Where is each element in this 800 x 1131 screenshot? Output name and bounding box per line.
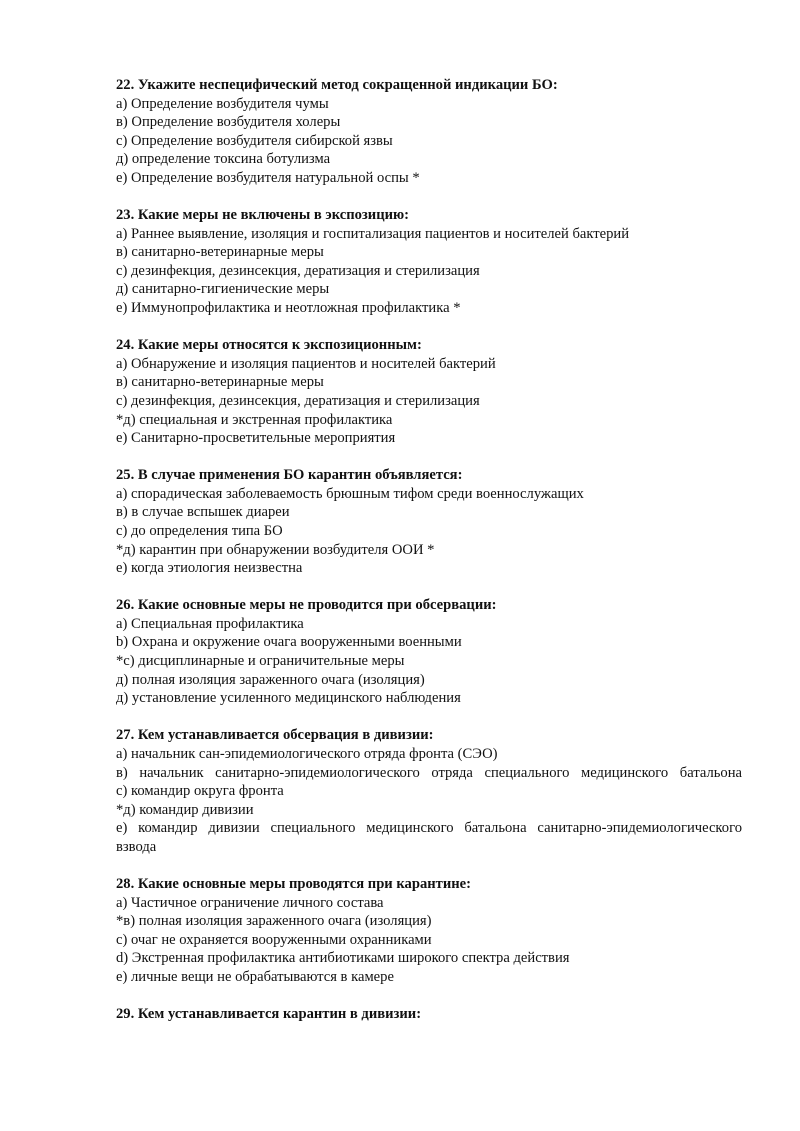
answer-option: а) начальник сан-эпидемиологического отряда фронта (СЭО) [116,745,498,762]
answer-option: с) дезинфекция, дезинсекция, дератизация и стерилизация [116,392,480,409]
answer-option: д) полная изоляция зараженного очага (изоляция) [116,671,425,688]
answer-option: с) до определения типа БО [116,522,283,539]
answer-option: д) определение токсина ботулизма [116,151,331,168]
answer-option: с) командир округа фронта [116,783,284,800]
question-title: 23. Какие меры не включены в экспозицию: [116,207,410,224]
question-title: 29. Кем устанавливается карантин в дивизии: [116,1006,422,1023]
answer-option: а) Специальная профилактика [116,615,304,632]
answer-option: в) в случае вспышек диареи [116,504,290,521]
answer-option: а) Определение возбудителя чумы [116,95,329,112]
question-title: 22. Укажите неспецифический метод сокращенной индикации БО: [116,77,558,93]
question-title: 24. Какие меры относятся к экспозиционным: [116,337,422,354]
answer-option: е) Иммунопрофилактика и неотложная профилактика * [116,300,461,317]
answer-option: *c) дисциплинарные и ограничительные меры [116,653,405,670]
answer-option: е) Санитарно-просветительные мероприятия [116,430,396,447]
answer-option: в) санитарно-ветеринарные меры [116,374,324,391]
answer-option: а) Раннее выявление, изоляция и госпитализация пациентов и носителей бактерий [116,225,630,242]
answer-option: а) Частичное ограничение личного состава [116,894,384,911]
answer-option: с) очаг не охраняется вооруженными охранниками [116,931,432,948]
answer-option: *в) полная изоляция зараженного очага (изоляция) [116,913,432,930]
answer-option: д) установление усиленного медицинского наблюдения [116,690,461,707]
question-23 [116,206,742,318]
answer-option: д) санитарно-гигиенические меры [116,281,330,298]
answer-option: *д) карантин при обнаружении возбудителя ООИ * [116,541,435,558]
question-title: 25. В случае применения БО карантин объявляется: [116,467,463,484]
question-22 [116,76,742,188]
answer-option: а) спорадическая заболеваемость брюшным тифом среди военнослужащих [116,485,584,502]
question-title: 28. Какие основные меры проводятся при карантине: [116,875,471,892]
question-26 [116,596,742,708]
answer-option: с) дезинфекция, дезинсекция, дератизация и стерилизация [116,262,480,279]
answer-option: d) Экстренная профилактика антибиотиками широкого спектра действия [116,950,570,967]
answer-option: в) начальник санитарно-эпидемиологического отряда специального медицинского батальона [116,764,742,781]
answer-option: *д) специальная и экстренная профилактика [116,411,393,428]
question-25 [116,466,742,578]
answer-option: е) Определение возбудителя натуральной оспы * [116,169,420,186]
answer-option: b) Охрана и окружение очага вооруженными военными [116,634,462,651]
question-29 [116,1005,742,1024]
answer-option: с) Определение возбудителя сибирской язвы [116,132,393,149]
question-title: 26. Какие основные меры не проводится при обсервации: [116,597,497,614]
question-title: 27. Кем устанавливается обсервация в дивизии: [116,727,434,744]
question-27 [116,726,742,856]
answer-option: *д) командир дивизии [116,801,254,818]
answer-option: е) командир дивизии специального медицинского батальона санитарно-эпидемиологического взвода [116,820,742,855]
document-page [116,76,742,1042]
question-28 [116,875,742,987]
answer-option: в) Определение возбудителя холеры [116,114,341,131]
question-24 [116,336,742,448]
answer-option: в) санитарно-ветеринарные меры [116,244,324,261]
answer-option: а) Обнаружение и изоляция пациентов и носителей бактерий [116,355,496,372]
answer-option: е) когда этиология неизвестна [116,560,303,577]
answer-option: е) личные вещи не обрабатываются в камере [116,968,394,985]
